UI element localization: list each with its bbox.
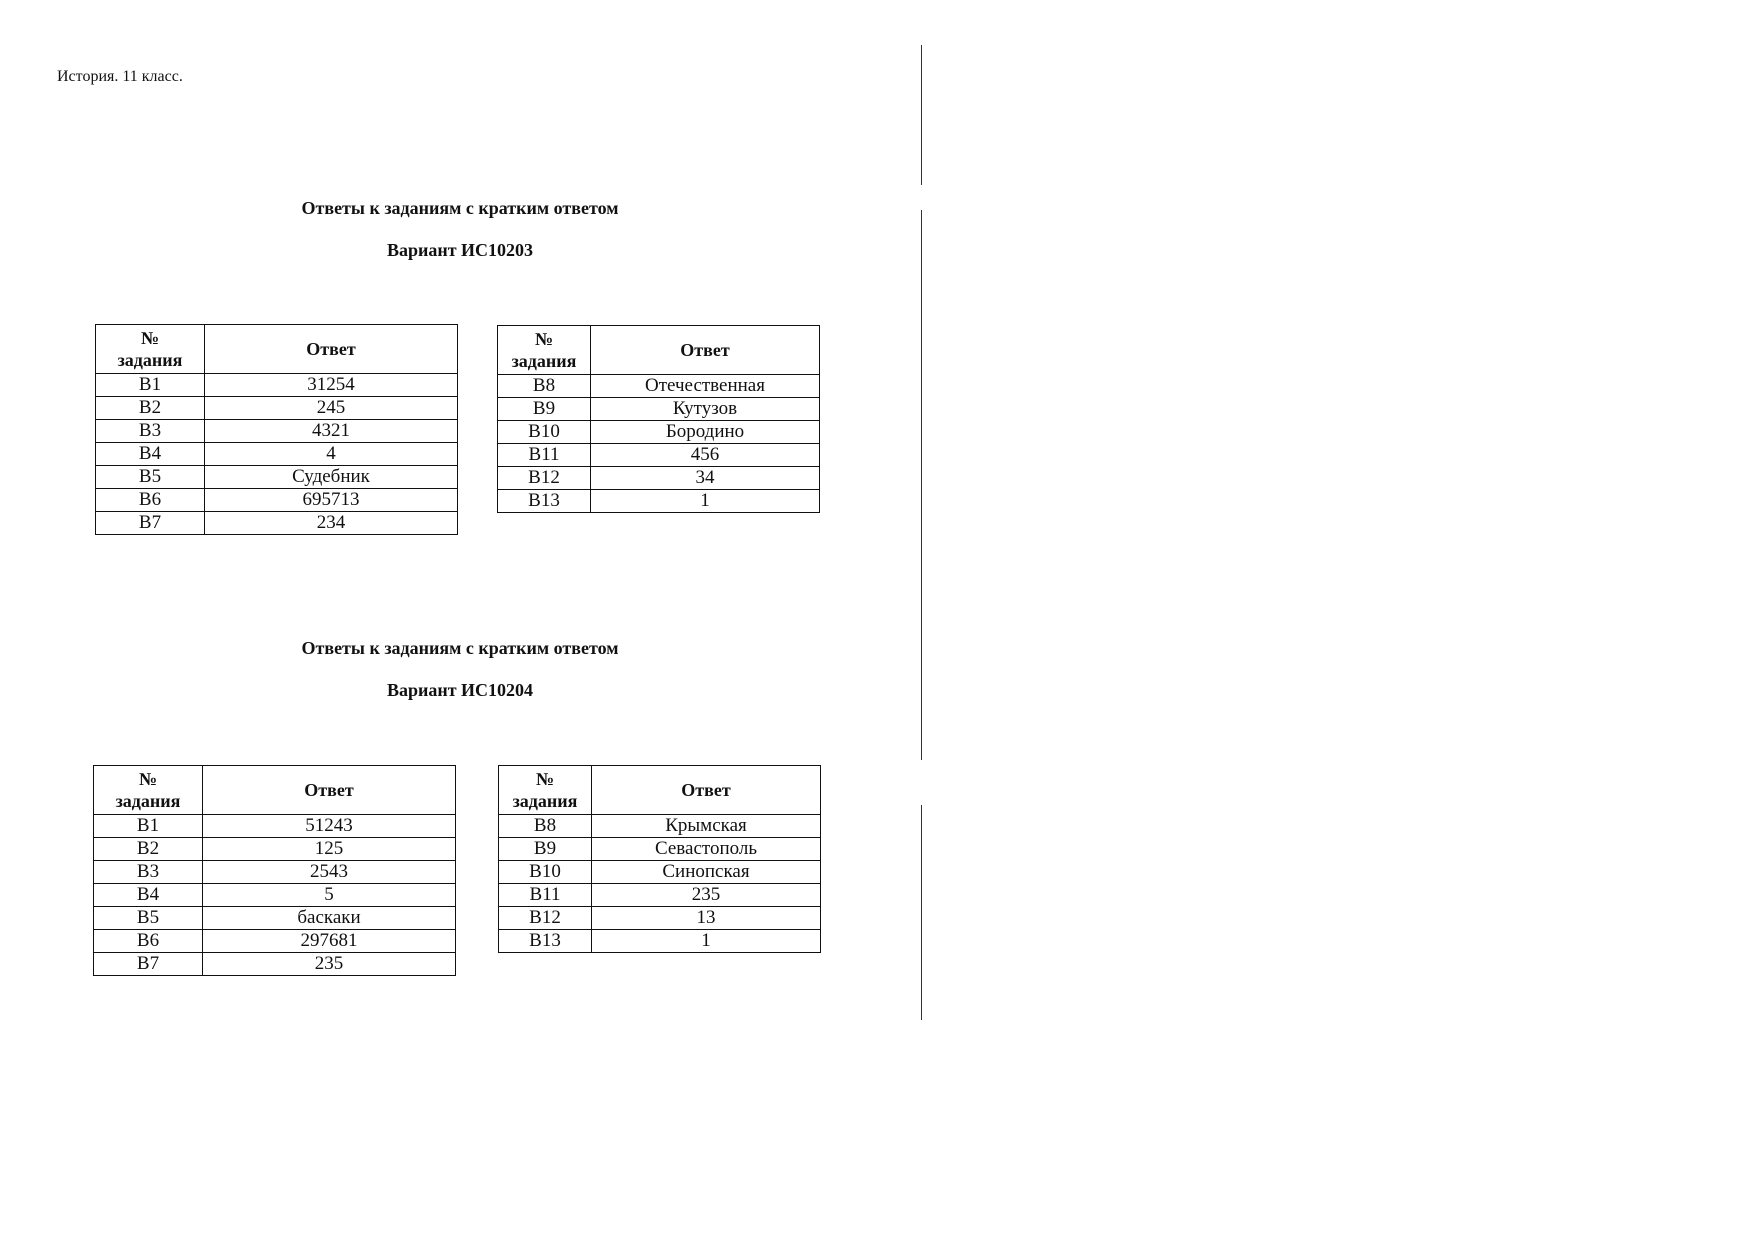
task-num: B8	[498, 375, 591, 398]
table-row	[94, 907, 456, 930]
num-symbol: №	[140, 328, 160, 348]
table-header-row	[498, 326, 820, 375]
table-row	[94, 953, 456, 976]
task-num: B6	[96, 489, 205, 512]
task-answer: Судебник	[205, 466, 458, 489]
task-answer: Отечественная	[591, 375, 820, 398]
variant-1-left-table	[95, 324, 458, 535]
answer-header: Ответ	[592, 766, 821, 815]
task-num: B10	[499, 861, 592, 884]
header-note: История. 11 класс.	[57, 68, 183, 85]
task-num: B9	[499, 838, 592, 861]
task-num: B6	[94, 930, 203, 953]
table-row	[96, 443, 458, 466]
task-answer: 297681	[203, 930, 456, 953]
task-answer: баскаки	[203, 907, 456, 930]
table-row	[96, 374, 458, 397]
num-header	[498, 326, 591, 375]
task-num: B9	[498, 398, 591, 421]
table-row	[94, 815, 456, 838]
task-num: B13	[498, 490, 591, 513]
num-header	[96, 325, 205, 374]
task-answer: Крымская	[592, 815, 821, 838]
answer-header: Ответ	[591, 326, 820, 375]
num-symbol: №	[138, 769, 158, 789]
table-header-row	[96, 325, 458, 374]
num-word: задания	[115, 791, 181, 811]
table-row	[498, 398, 820, 421]
table-header-row	[499, 766, 821, 815]
page-divider-line	[921, 805, 922, 1020]
task-num: B4	[96, 443, 205, 466]
task-num: B12	[498, 467, 591, 490]
task-answer: 245	[205, 397, 458, 420]
task-answer: 235	[203, 953, 456, 976]
task-answer: Синопская	[592, 861, 821, 884]
variant-2-left-table	[93, 765, 456, 976]
variant-1-subtitle: Вариант ИС10203	[386, 240, 534, 260]
task-num: B1	[94, 815, 203, 838]
task-answer: 1	[592, 930, 821, 953]
table-row	[498, 375, 820, 398]
num-symbol: №	[535, 769, 555, 789]
table-row	[499, 907, 821, 930]
task-num: B11	[498, 444, 591, 467]
task-num: B13	[499, 930, 592, 953]
task-num: B12	[499, 907, 592, 930]
task-num: B2	[96, 397, 205, 420]
page-divider-line	[921, 45, 922, 185]
task-num: B11	[499, 884, 592, 907]
task-num: B7	[96, 512, 205, 535]
table-row	[498, 421, 820, 444]
table-row	[96, 466, 458, 489]
num-header	[94, 766, 203, 815]
num-symbol: №	[534, 329, 554, 349]
task-answer: 5	[203, 884, 456, 907]
task-num: B5	[94, 907, 203, 930]
task-num: B1	[96, 374, 205, 397]
task-answer: 51243	[203, 815, 456, 838]
task-answer: 34	[591, 467, 820, 490]
table-row	[94, 930, 456, 953]
table-row	[499, 861, 821, 884]
task-num: B5	[96, 466, 205, 489]
variant-2-right-table	[498, 765, 821, 953]
table-row	[499, 930, 821, 953]
task-answer: 235	[592, 884, 821, 907]
table-row	[498, 467, 820, 490]
task-answer: 31254	[205, 374, 458, 397]
table-row	[96, 489, 458, 512]
variant-2-subtitle: Вариант ИС10204	[386, 680, 534, 700]
page-divider-line	[921, 210, 922, 760]
task-answer: 234	[205, 512, 458, 535]
task-num: B4	[94, 884, 203, 907]
task-answer: 125	[203, 838, 456, 861]
task-answer: Кутузов	[591, 398, 820, 421]
task-num: B7	[94, 953, 203, 976]
num-word: задания	[512, 791, 578, 811]
variant-1-right-table	[497, 325, 820, 513]
num-header	[499, 766, 592, 815]
num-word: задания	[117, 350, 183, 370]
table-row	[94, 884, 456, 907]
task-answer: 695713	[205, 489, 458, 512]
table-row	[498, 444, 820, 467]
table-row	[96, 397, 458, 420]
table-row	[94, 861, 456, 884]
table-row	[499, 838, 821, 861]
table-row	[96, 512, 458, 535]
task-answer: 2543	[203, 861, 456, 884]
variant-1-title: Ответы к заданиям с кратким ответом	[301, 198, 619, 218]
table-row	[499, 815, 821, 838]
table-row	[94, 838, 456, 861]
task-answer: 13	[592, 907, 821, 930]
table-row	[498, 490, 820, 513]
num-word: задания	[511, 351, 577, 371]
table-row	[96, 420, 458, 443]
task-answer: 1	[591, 490, 820, 513]
table-row	[499, 884, 821, 907]
task-num: B10	[498, 421, 591, 444]
task-answer: 456	[591, 444, 820, 467]
task-answer: Бородино	[591, 421, 820, 444]
task-num: B2	[94, 838, 203, 861]
task-answer: Севастополь	[592, 838, 821, 861]
task-num: B3	[96, 420, 205, 443]
answer-header: Ответ	[205, 325, 458, 374]
variant-2-title: Ответы к заданиям с кратким ответом	[301, 638, 619, 658]
task-num: B3	[94, 861, 203, 884]
task-answer: 4	[205, 443, 458, 466]
table-header-row	[94, 766, 456, 815]
task-num: B8	[499, 815, 592, 838]
answer-header: Ответ	[203, 766, 456, 815]
task-answer: 4321	[205, 420, 458, 443]
